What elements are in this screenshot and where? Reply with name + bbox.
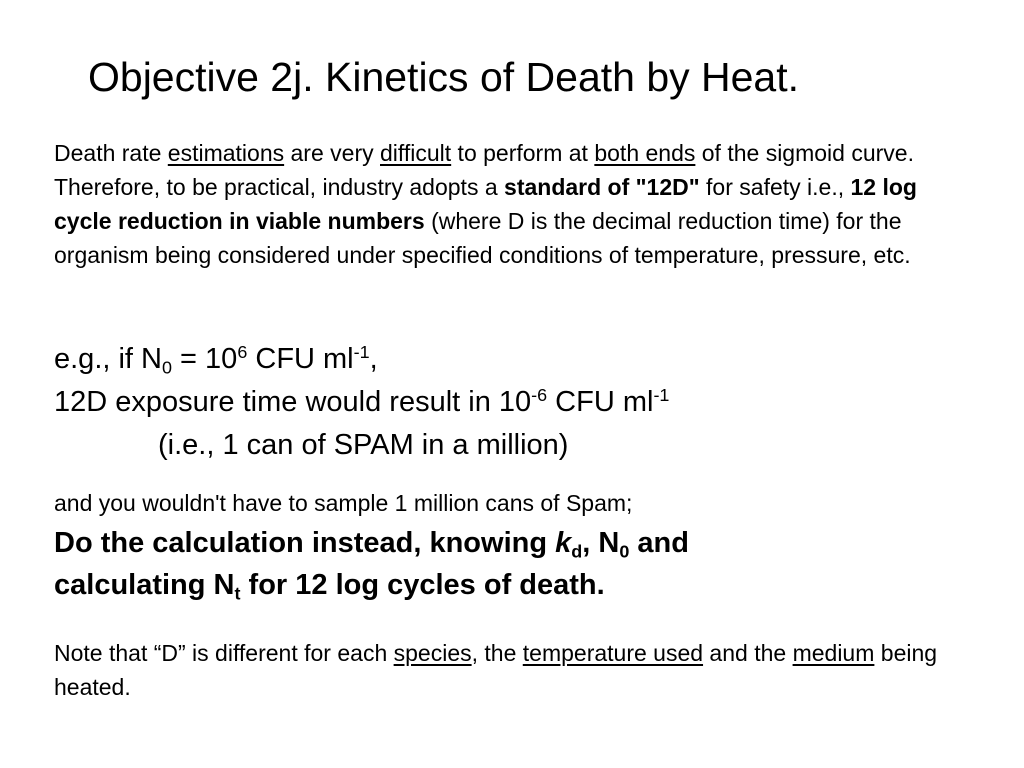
intro-text-2: are very	[284, 140, 380, 166]
bold-standard-12d: standard of "12D"	[504, 174, 700, 200]
slide-title: Objective 2j. Kinetics of Death by Heat.	[88, 54, 800, 100]
underlined-estimations: estimations	[167, 140, 285, 166]
calculation-instruction	[54, 522, 974, 606]
underlined-difficult: difficult	[380, 140, 452, 166]
note-paragraph	[54, 636, 974, 704]
intro-paragraph	[54, 136, 974, 272]
k-symbol: k	[555, 527, 572, 559]
intro-text-4: of the sigmoid curve. Therefore, to be practical, industry adopts a	[54, 140, 914, 200]
nt-subscript: t	[234, 583, 241, 604]
bold-12-log-reduction: 12 log cycle reduction in viable numbers	[54, 174, 917, 234]
underlined-both-ends: both ends	[594, 140, 696, 166]
example-line-3: (i.e., 1 can of SPAM in a million)	[158, 429, 569, 461]
example-line-2	[54, 381, 974, 424]
example-block	[54, 338, 974, 467]
exponent-minus-6: -6	[531, 385, 548, 406]
exponent-minus-1-b: -1	[653, 385, 670, 406]
calc-text-a: Do the calculation instead, knowing	[54, 527, 556, 559]
example-l1-text-a: e.g., if N	[54, 343, 162, 375]
underlined-medium: medium	[792, 640, 875, 666]
intro-text-3: to perform at	[451, 140, 595, 166]
note-text-1: Note that “D” is different for each	[54, 640, 394, 666]
kd-subscript: d	[571, 541, 583, 562]
calculation-paragraph	[54, 486, 974, 606]
underlined-temperature-used: temperature used	[522, 640, 704, 666]
intro-text-6: (where D is the decimal reduction time) for the organism being considered under specified conditions of temperature, pressure, etc.	[54, 208, 911, 268]
note-text-2: , the	[471, 640, 523, 666]
n0-subscript: 0	[162, 357, 172, 378]
example-l2-text-a: 12D exposure time would result in 10	[54, 386, 532, 418]
calc-text-e: for 12 log cycles of death.	[240, 569, 605, 601]
underlined-species: species	[393, 640, 472, 666]
note-text-4: being heated.	[54, 640, 938, 700]
exponent-minus-1: -1	[353, 342, 370, 363]
example-l2-text-b: CFU ml	[547, 386, 654, 418]
calc-text-c: and	[629, 527, 689, 559]
calculation-line-1	[54, 522, 974, 564]
calc-text-d: calculating N	[54, 569, 235, 601]
calc-text-b: , N	[582, 527, 620, 559]
example-l1-text-d: ,	[369, 343, 378, 375]
sample-sentence: and you wouldn't have to sample 1 million cans of Spam;	[54, 490, 633, 516]
example-l1-text-c: CFU ml	[247, 343, 354, 375]
note-text-3: and the	[703, 640, 793, 666]
n0-subscript-bold: 0	[619, 541, 630, 562]
example-l1-text-b: = 10	[172, 343, 238, 375]
exponent-6: 6	[237, 342, 248, 363]
calculation-line-2	[54, 564, 974, 606]
example-line-1	[54, 338, 974, 381]
intro-text-1: Death rate	[54, 140, 168, 166]
intro-text-5: for safety i.e.,	[699, 174, 851, 200]
